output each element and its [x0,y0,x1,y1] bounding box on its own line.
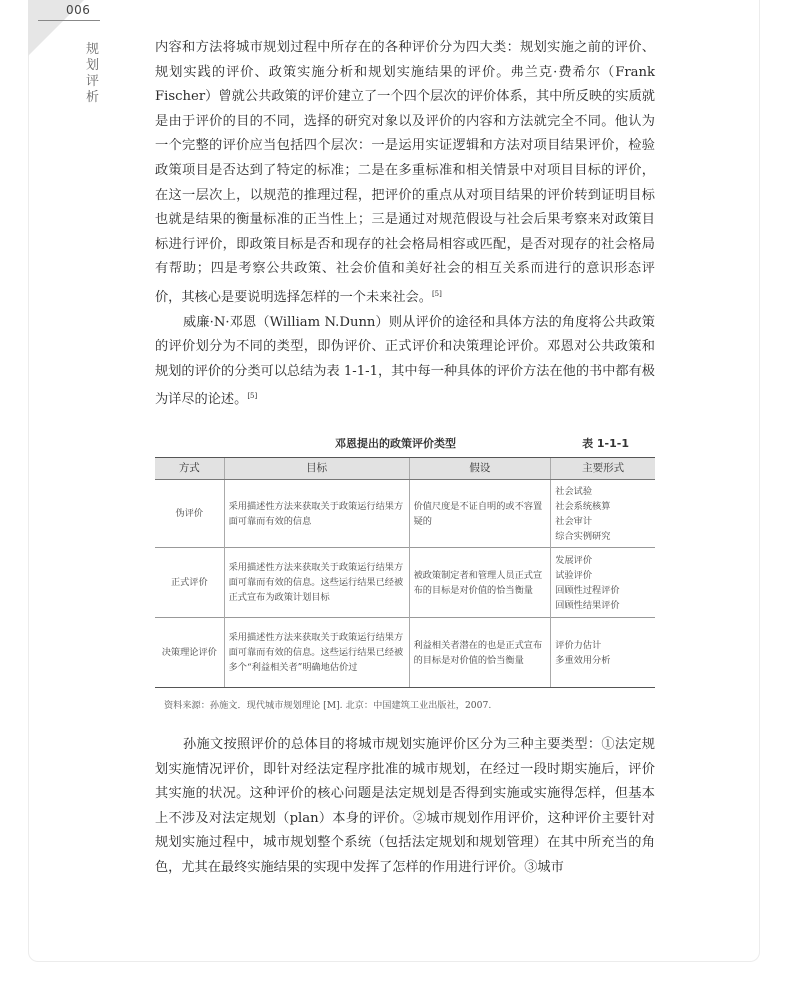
cell-forms [551,618,655,688]
cell-goal: 采用描述性方法来获取关于政策运行结果方面可靠而有效的信息 [224,480,409,548]
table-source-note: 资料来源：孙施文．现代城市规划理论 [M]. 北京：中国建筑工业出版社，2007. [164,700,492,711]
header-method: 方式 [155,458,224,480]
table-row [155,480,655,548]
form-item: 回顾性结果评价 [555,599,620,611]
cell-forms [551,480,655,548]
body-text-bottom [155,733,655,881]
form-item: 试验评价 [555,569,593,581]
table-caption [155,435,655,453]
cell-method: 正式评价 [155,548,224,618]
evaluation-types-table [155,457,655,688]
cell-assumption: 价值尺度是不证自明的或不容置疑的 [409,480,551,548]
table-number: 表 1-1-1 [582,437,629,450]
cell-method: 决策理论评价 [155,618,224,688]
table-header-row [155,458,655,480]
form-item: 综合实例研究 [555,530,611,542]
cell-goal: 采用描述性方法来获取关于政策运行结果方面可靠而有效的信息。这些运行结果已经被正式宣布为政策计划目标 [224,548,409,618]
table-row [155,548,655,618]
form-item: 社会系统核算 [555,500,611,512]
reference-marker: [5] [247,392,258,401]
paragraph-dunn: 威廉·N·邓恩（William N.Dunn）则从评价的途径和具体方法的角度将公共政策的评价划分为不同的类型，即伪评价、正式评价和决策理论评价。邓恩对公共政策和规划的评价的分类可以总结为表 1-1-1，其中每一种具体的评价方法在他的书中都有极为详尽的论述。[5] [155,314,655,408]
table-row [155,618,655,688]
paragraph-fischer: 内容和方法将城市规划过程中所存在的各种评价分为四大类：规划实施之前的评价、规划实践的评价、政策实施分析和规划实施结果的评价。弗兰克·费希尔（Frank Fischer）曾就公共政策的评价建立了一个四个层次的评价体系，其中所反映的实质就是由于评价的目的不同，选择的研究对象以及评价的内容和方法就完全不同。他认为一个完整的评价应当包括四个层次：一是运用实证逻辑和方法对项目结果评价，检验政策项目是否达到了特定的标准；二是在多重标准和相关情景中对项目目标的评价，在这一层次上，以规范的推理过程，把评价的重点从对项目结果的评价转到证明目标也就是结果的衡量标准的正当性上；三是通过对规范假设与社会后果考察来对政策目标进行评价，即政策目标是否和现存的社会格局相容或匹配，是否对现存的社会格局有帮助；四是考察公共政策、社会价值和美好社会的相互关系而进行的意识形态评价，其核心是要说明选择怎样的一个未来社会。[5] [155,40,655,305]
cell-assumption: 被政策制定者和管理人员正式宣布的目标是对价值的恰当衡量 [409,548,551,618]
header-goal: 目标 [224,458,409,480]
header-forms: 主要形式 [551,458,655,480]
form-item: 发展评价 [555,554,593,566]
table-title: 邓恩提出的政策评价类型 [335,437,456,450]
cell-goal: 采用描述性方法来获取关于政策运行结果方面可靠而有效的信息。这些运行结果已经被多个“利益相关者”明确地估价过 [224,618,409,688]
body-text-top [155,36,655,413]
cell-forms [551,548,655,618]
cell-method: 伪评价 [155,480,224,548]
header-assumption: 假设 [409,458,551,480]
form-item: 社会试验 [555,485,593,497]
page-number: 006 [66,3,91,17]
paragraph-sun-shiwen: 孙施文按照评价的总体目的将城市规划实施评价区分为三种主要类型：①法定规划实施情况评价，即针对经法定程序批准的城市规划，在经过一段时期实施后，评价其实施的状况。这种评价的核心问题是法定规划是否得到实施或实施得怎样，但基本上不涉及对法定规划（plan）本身的评价。②城市规划作用评价，这种评价主要针对规划实施过程中，城市规划整个系统（包括法定规划和规划管理）在其中所充当的角色，尤其在最终实施结果的实现中发挥了怎样的作用进行评价。③城市 [155,737,655,875]
page-number-rule [38,20,100,21]
form-item: 多重效用分析 [555,654,611,666]
form-item: 社会审计 [555,515,593,527]
form-item: 评价力估计 [555,639,602,651]
form-item: 回顾性过程评价 [555,584,620,596]
cell-assumption: 利益相关者潜在的也是正式宣布的目标是对价值的恰当衡量 [409,618,551,688]
section-label: 规划评析 [86,42,100,105]
reference-marker: [5] [431,289,442,298]
